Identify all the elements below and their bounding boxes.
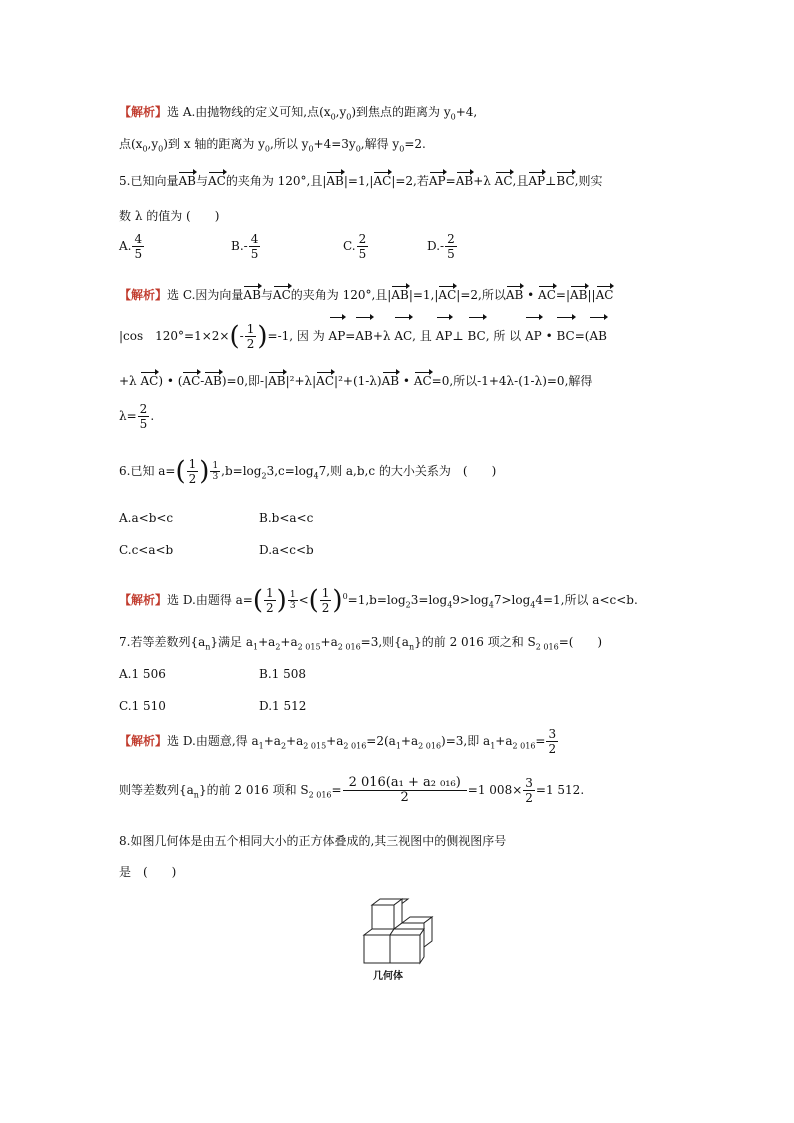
- analysis-label: 【解析】: [119, 734, 168, 748]
- q8-stem-line1: 8.如图几何体是由五个相同大小的正方体叠成的,其三视图中的侧视图序号: [119, 834, 507, 848]
- figure-caption: 几何体: [373, 971, 403, 982]
- q5-analysis-line4: λ= $\frac{2}{5}$ .: [119, 402, 155, 431]
- q5-analysis-line1: 【解析】选 C.因为向量AB与AC的夹角为 120°,且|AB|=1,|AC|=2,所以AB • AC=|AB||AC: [119, 288, 614, 302]
- q4-analysis-line1: 【解析】选 A.由抛物线的定义可知,点$(x_0,y_0)$到焦点的距离为 $y_0+4$,: [119, 105, 478, 122]
- q6-analysis: 【解析】选 D.由题得 a=( $\frac{1}{2}$ ) $\frac{1}{3}$ <( $\frac{1}{2}$ )$^0=1,b=\log_23=\log_49>\log_47>\log_44=1$,所以 a<c<b.: [119, 585, 638, 616]
- cube-stack-figure: [358, 895, 438, 985]
- q7-option-a: A.1 506: [119, 667, 166, 681]
- q7-option-b: B.1 508: [259, 667, 306, 681]
- q6-stem: 6.已知 a=( $\frac{1}{2}$ ) $\frac{1}{3}$ $,b=\log_23,c=\log_47$,则 a,b,c 的大小关系为 ( ): [119, 456, 497, 487]
- q7-option-d: D.1 512: [259, 699, 307, 713]
- q5-option-a: A. $\frac{4}{5}$: [119, 232, 143, 261]
- q5-stem-line1: 5.已知向量AB与AC的夹角为 120°,且|AB|=1,|AC|=2,若AP=AB+λ AC,且AP⊥BC,则实: [119, 174, 603, 188]
- q6-option-c: C.c<a<b: [119, 543, 174, 557]
- q7-analysis-line1: 【解析】选 D.由题意,得 $a_1+a_2+a_{2 015}+a_{2 016}=2(a_1+a_{2 016})=3$,即 $a_1+a_{2 016}=$ $\frac{3}{2}$: [119, 727, 557, 756]
- q5-option-b: B.- $\frac{4}{5}$: [231, 232, 259, 261]
- analysis-label: 【解析】: [119, 288, 168, 302]
- analysis-label: 【解析】: [119, 105, 168, 119]
- q5-option-c: C. $\frac{2}{5}$: [343, 232, 367, 261]
- q8-stem-line2: 是 ( ): [119, 865, 177, 879]
- q5-analysis-line3: +λ AC) • (AC-AB)=0,即-|AB|²+λ|AC|²+(1-λ)AB • AC=0,所以-1+4λ-(1-λ)=0,解得: [119, 374, 593, 388]
- q5-analysis-line2: |cos 120°=1×2×(- $\frac{1}{2}$ )=-1, 因 为 AP=AB+λ AC, 且 AP⊥ BC, 所 以 AP • BC=(AB: [119, 318, 607, 354]
- q6-option-a: A.a<b<c: [119, 511, 174, 525]
- analysis-label: 【解析】: [119, 593, 168, 607]
- q7-stem: 7.若等差数列$\{a_n\}$满足 $a_1+a_2+a_{2 015}+a_{2 016}=3$,则$\{a_n\}$的前 2 016 项之和 $S_{2 016}=$( ): [119, 635, 603, 652]
- q6-option-d: D.a<c<b: [259, 543, 314, 557]
- q5-option-d: D.- $\frac{2}{5}$: [427, 232, 455, 261]
- q7-analysis-line2: 则等差数列$\{a_n\}$的前 2 016 项和 $S_{2 016}=$ $\frac{\text{2 016(a₁ + a₂ ₀₁₆)}}{2}$ =1 008× $\frac{3}{2}$ =1 512.: [119, 775, 585, 805]
- q7-option-c: C.1 510: [119, 699, 166, 713]
- q4-analysis-line2: 点$(x_0,y_0)$到 x 轴的距离为 $y_0$,所以 $y_0+4=3y_0$,解得 $y_0=2$.: [119, 137, 426, 154]
- q5-stem-line2: 数 λ 的值为 ( ): [119, 209, 220, 223]
- q6-option-b: B.b<a<c: [259, 511, 314, 525]
